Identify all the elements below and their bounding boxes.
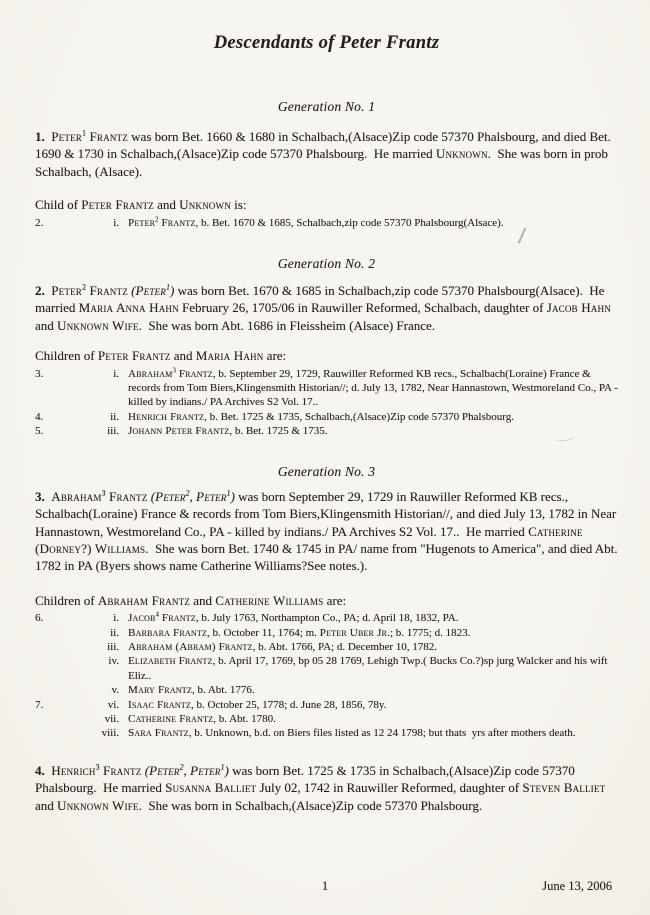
child-roman-numeral: iii.	[107, 425, 119, 438]
text-run: 2	[155, 215, 159, 223]
text-run: Steven Balliet	[522, 780, 606, 796]
text-run: Abraham	[51, 488, 102, 504]
text-run: Child of	[35, 197, 82, 213]
generation-1-heading: Generation No. 1	[277, 99, 376, 114]
child-roman-numeral: vii.	[104, 712, 119, 725]
individual-2-paragraph	[35, 282, 618, 334]
text-run: Peter Frantz	[97, 348, 171, 364]
text-run: . She was born in Schalbach,(Alsace)Zip code 57370 Phalsbourg.	[138, 797, 483, 813]
text-run: 3	[172, 367, 176, 374]
text-run: 4.	[35, 762, 52, 778]
text-run: , b. Abt. 1780.	[213, 712, 276, 725]
child-roman-numeral: ii.	[110, 410, 119, 423]
text-run: are:	[263, 348, 287, 364]
child-roman-numeral: i.	[113, 612, 119, 625]
text-run: Unknown Wife	[57, 317, 139, 333]
text-run: Abraham	[128, 367, 173, 380]
child-entry	[35, 640, 618, 654]
text-run: . She was born Abt. 1686 in Fleissheim (Alsace) France.	[138, 317, 436, 333]
generation-3-section	[35, 464, 618, 814]
children-list-1	[35, 216, 618, 230]
child-entry	[35, 216, 618, 230]
text-run: Unknown Wife	[57, 797, 139, 813]
child-text	[128, 699, 386, 711]
text-run: . She was born Bet. 1740 & 1745 in PA/ name from "Hugenots to America", and died Abt. 1782 in PA (Byers shows name Catherine Williams?See notes.).	[35, 540, 618, 574]
text-run: Elizabeth Frantz	[128, 655, 213, 668]
child-number: 5.	[35, 425, 44, 438]
text-run: Abraham (Abram) Frantz	[128, 640, 253, 653]
individual-3-paragraph	[35, 488, 618, 575]
children-header-2	[35, 347, 618, 364]
child-text	[128, 612, 458, 624]
text-run: , b. April 17, 1769, bp 05 28 1769, Lehigh Twp.( Bucks Co.?)sp jurg Walcker and his wift Eliz..	[128, 655, 608, 682]
text-run: Henrich	[51, 762, 96, 778]
text-run: and	[153, 197, 180, 213]
text-run: 4	[155, 611, 159, 619]
text-run: Children of	[35, 592, 98, 608]
generation-2-heading: Generation No. 2	[277, 256, 376, 272]
text-run: Peter	[128, 216, 156, 229]
child-entry	[35, 698, 618, 712]
text-run: 2.	[35, 283, 52, 299]
text-run: Catherine (Dorney?) Williams	[35, 523, 583, 556]
text-run: Abraham Frantz	[97, 592, 191, 608]
child-text	[128, 655, 607, 681]
text-run: , b. Bet. 1670 & 1685, Schalbach,zip code 57370 Phalsbourg(Alsace).	[195, 216, 504, 229]
child-entry	[35, 712, 618, 726]
text-run: Susanna Balliet	[165, 780, 257, 796]
page-content	[0, 33, 650, 814]
text-run: Frantz	[175, 367, 213, 380]
text-run: Children of	[35, 348, 98, 364]
text-run: and	[170, 348, 196, 364]
children-header-1	[35, 196, 618, 213]
text-run: and	[190, 592, 216, 608]
text-run: 2	[81, 282, 87, 292]
text-run: Peter	[155, 488, 186, 504]
text-run: was born Bet. 1725 & 1735 in Schalbach,(Alsace)Zip code 57370 Phalsbourg. He married	[35, 762, 575, 796]
child-text	[128, 217, 504, 229]
text-run: Peter	[190, 762, 221, 778]
text-run: was born Bet. 1660 & 1680 in Schalbach,(Alsace)Zip code 57370 Phalsbourg, and died Bet. 1690 & 1730 in Schalbach,(Alsace)Zip code 57370 Phalsbourg. He married	[35, 129, 611, 162]
text-run: (	[131, 283, 136, 299]
text-run: Peter Uber Jr.	[319, 626, 390, 639]
text-run: are:	[323, 592, 347, 608]
child-entry	[35, 424, 618, 438]
child-roman-numeral: vi.	[107, 698, 119, 711]
text-run: Unknown	[435, 146, 488, 162]
text-run: , b. Bet. 1725 & 1735, Schalbach,(Alsace)Zip code 57370 Phalsbourg.	[204, 410, 514, 423]
text-run: 1	[81, 128, 87, 138]
text-run: 2	[185, 488, 190, 498]
text-run: 1	[220, 762, 225, 772]
text-run: (	[144, 762, 150, 778]
text-run: . She was born in prob Schalbach, (Alsace).	[35, 146, 608, 179]
text-run: Frantz	[86, 283, 128, 299]
child-roman-numeral: i.	[113, 216, 119, 229]
child-number: 7.	[35, 698, 44, 711]
child-text	[128, 684, 255, 696]
text-run: was born September 29, 1729 in Rauwiller Reformed KB recs., Schalbach(Loraine) France & records from Tom Biers,Klingensmith Historian//, and died July 13, 1782 in Near Hannastown, Westmoreland Co., PA - killed by indians./ PA Archives S2 Vol. 17.. He married	[35, 488, 617, 539]
text-run: (	[150, 488, 156, 504]
text-run: Frantz	[158, 216, 196, 229]
text-run: and	[35, 317, 58, 333]
text-run: , b. Bet. 1725 & 1735.	[229, 425, 328, 438]
child-roman-numeral: v.	[111, 684, 119, 697]
child-entry	[35, 726, 618, 740]
generation-2-section	[35, 256, 618, 439]
children-header-3	[35, 592, 618, 609]
text-run: 1	[226, 488, 231, 498]
child-number: 6.	[35, 612, 44, 625]
text-run: ,	[189, 488, 197, 504]
text-run: , b. Abt. 1766, PA; d. December 10, 1782.	[252, 640, 438, 653]
text-run: )	[169, 283, 175, 299]
text-run: Henrich Frantz	[128, 410, 205, 423]
text-run: Frantz	[158, 612, 196, 625]
child-roman-numeral: i.	[113, 367, 119, 380]
text-run: 1.	[35, 129, 52, 144]
children-list-2	[35, 367, 618, 439]
child-text	[128, 411, 514, 423]
child-entry	[35, 626, 618, 640]
child-text	[128, 368, 618, 409]
text-run: , b. Unknown, b.d. on Biers files listed as 12 24 1798; but thats yrs after mothers death.	[188, 727, 576, 740]
child-roman-numeral: viii.	[101, 727, 119, 740]
text-run: February 26, 1705/06 in Rauwiller Reformed, Schalbach, daughter of	[178, 300, 547, 316]
text-run: Maria Anna Hahn	[78, 300, 179, 316]
text-run: Peter	[149, 762, 180, 778]
text-run: 1	[165, 282, 170, 292]
child-text	[128, 727, 576, 739]
text-run: Catherine Williams	[215, 592, 324, 608]
text-run: , b. October 25, 1778; d. June 28, 1856, 78y.	[190, 698, 387, 711]
child-text	[128, 425, 327, 437]
page-number: 1	[321, 879, 329, 893]
text-run: Frantz	[86, 129, 128, 144]
child-text	[128, 627, 470, 639]
text-run: 3	[95, 762, 100, 772]
text-run: Isaac Frantz	[128, 698, 191, 711]
text-run: )	[230, 488, 235, 504]
children-list-3	[35, 611, 618, 741]
text-run: Peter	[51, 129, 82, 144]
text-run: Peter	[196, 488, 227, 504]
child-entry	[35, 367, 618, 410]
child-number: 3.	[35, 367, 44, 380]
child-entry	[35, 611, 618, 625]
generation-1-section	[35, 99, 618, 230]
text-run: , b. Abt. 1776.	[191, 684, 255, 697]
child-entry	[35, 654, 618, 683]
individual-4-paragraph	[35, 762, 618, 814]
text-run: 3.	[35, 488, 52, 504]
document-title: Descendants of Peter Frantz	[213, 33, 440, 53]
report-date: June 13, 2006	[542, 879, 612, 893]
text-run: Maria Hahn	[195, 348, 264, 364]
child-roman-numeral: iii.	[107, 640, 119, 653]
text-run: )	[224, 762, 229, 778]
child-entry	[35, 683, 618, 697]
child-number: 4.	[35, 410, 44, 423]
child-entry	[35, 410, 618, 424]
text-run: Peter Frantz	[81, 197, 154, 213]
text-run: ; b. 1775; d. 1823.	[389, 626, 471, 639]
text-run: Barbara Frantz	[128, 626, 208, 639]
text-run: Peter	[51, 283, 82, 299]
text-run: , b. September 29, 1729, Rauwiller Reformed KB recs., Schalbach(Loraine) France & records from Tom Biers,Klingensmith Historian//; d. July 13, 1782, Near Hannastown, Westmoreland Co., PA - killed by indians./ PA Archives S2 Vol. 17..	[128, 367, 618, 409]
text-run: Jacob	[128, 612, 156, 625]
child-text	[128, 641, 437, 653]
text-run: ,	[183, 762, 191, 778]
child-number: 2.	[35, 216, 44, 229]
text-run: and	[35, 797, 58, 813]
text-run: Unknown	[179, 197, 231, 213]
text-run: Johann Peter Frantz	[128, 425, 230, 438]
text-run: , b. October 11, 1764; m.	[207, 626, 320, 639]
text-run: July 02, 1742 in Rauwiller Reformed, daughter of	[256, 780, 523, 796]
child-text	[128, 713, 276, 725]
text-run: 2	[179, 762, 184, 772]
text-run: is:	[230, 197, 247, 213]
text-run: , b. July 1763, Northampton Co., PA; d. April 18, 1832, PA.	[195, 612, 459, 625]
generation-3-heading: Generation No. 3	[277, 463, 376, 479]
text-run: 3	[101, 488, 106, 498]
child-roman-numeral: iv.	[108, 655, 119, 668]
text-run: Frantz	[105, 488, 148, 504]
text-run: Mary Frantz	[128, 684, 192, 697]
text-run: Peter	[135, 283, 166, 299]
text-run: Jacob Hahn	[546, 300, 611, 316]
text-run: Frantz	[99, 762, 142, 778]
text-run: Catherine Frantz	[128, 712, 214, 725]
individual-1-paragraph	[35, 128, 618, 180]
child-roman-numeral: ii.	[110, 626, 119, 639]
text-run: was born Bet. 1670 & 1685 in Schalbach,zip code 57370 Phalsbourg(Alsace). He married	[35, 283, 605, 316]
text-run: Sara Frantz	[128, 727, 189, 740]
